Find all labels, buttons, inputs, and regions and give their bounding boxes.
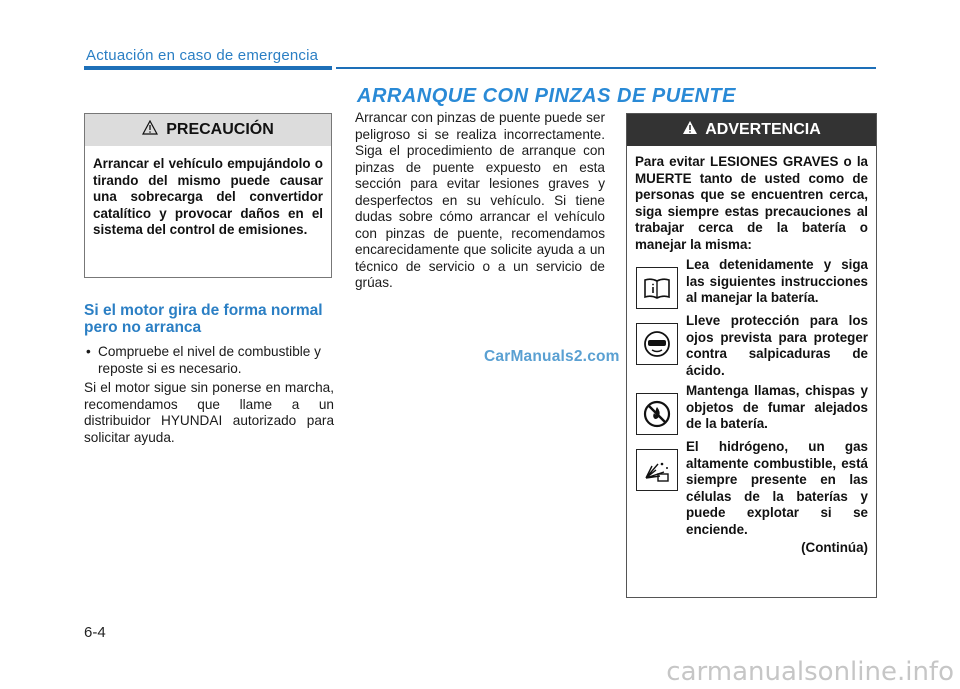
warning-box [626,113,877,598]
warning-item-text: El hidrógeno, un gas altamente combustible, está siempre presente en las células de la baterías y puede explotar si se enciende. [686,439,868,537]
warning-triangle-icon [682,120,698,140]
header-rule-accent [84,66,332,70]
warning-item [627,253,876,309]
list-item [86,344,336,377]
bullet-icon: • [86,344,91,359]
explosion-icon [636,449,678,491]
warning-item-text: Lleve protección para los ojos prevista para proteger contra salpicaduras de ácido. [686,313,868,378]
chapter-header: Actuación en caso de emergencia [86,47,319,64]
header-rule [336,67,876,69]
caution-text: Arrancar el vehículo empujándolo o tirando del mismo puede causar una sobrecarga del convertidor catalítico y provocar daños en el sistema del control de emisiones. [93,156,323,237]
page-number: 6-4 [84,624,106,641]
subsection-title: Si el motor gira de forma normal pero no arranca [84,302,323,336]
caution-header [85,114,331,146]
warning-item [627,435,876,538]
subsection-paragraph: Si el motor sigue sin ponerse en marcha, recomendamos que llame a un distribuidor HYUNDAI autorizado para solicitar ayuda. [84,380,334,445]
caution-box [84,113,332,278]
warning-triangle-icon [142,120,158,140]
continued-label: (Continúa) [801,540,868,555]
watermark-link[interactable]: CarManuals2.com [484,348,620,365]
caution-label: PRECAUCIÓN [166,121,274,138]
footer-watermark[interactable]: carmanualsonline.info [666,657,954,687]
no-flame-icon [636,393,678,435]
intro-paragraph: Arrancar con pinzas de puente puede ser peligroso si se realiza incorrectamente. Siga el procedimiento de arranque con pinzas de puente expuesto en esta sección para evitar lesiones graves y desperfectos en su vehículo. Si tiene dudas sobre cómo arrancar el vehículo con pinzas de puente, recomendamos encarecidamente que solicite ayuda a un técnico de servicio o a un servicio de grúas. [355,110,605,290]
warning-item-text: Lea detenidamente y siga las siguientes instrucciones al manejar la batería. [686,257,868,305]
bullet-text: Compruebe el nivel de combustible y reposte si es necesario. [98,344,321,376]
warning-label: ADVERTENCIA [705,121,821,138]
page-title: ARRANQUE CON PINZAS DE PUENTE [357,85,736,107]
warning-item [627,379,876,435]
warning-intro: Para evitar LESIONES GRAVES o la MUERTE tanto de usted como de personas que se encuentren cerca, siga siempre estas precauciones al trabajar cerca de la batería o manejar la misma: [635,154,868,252]
manual-book-icon [636,267,678,309]
warning-header [627,114,876,146]
warning-item-text: Mantenga llamas, chispas y objetos de fumar alejados de la batería. [686,383,868,431]
eye-protection-icon [636,323,678,365]
warning-item [627,309,876,379]
